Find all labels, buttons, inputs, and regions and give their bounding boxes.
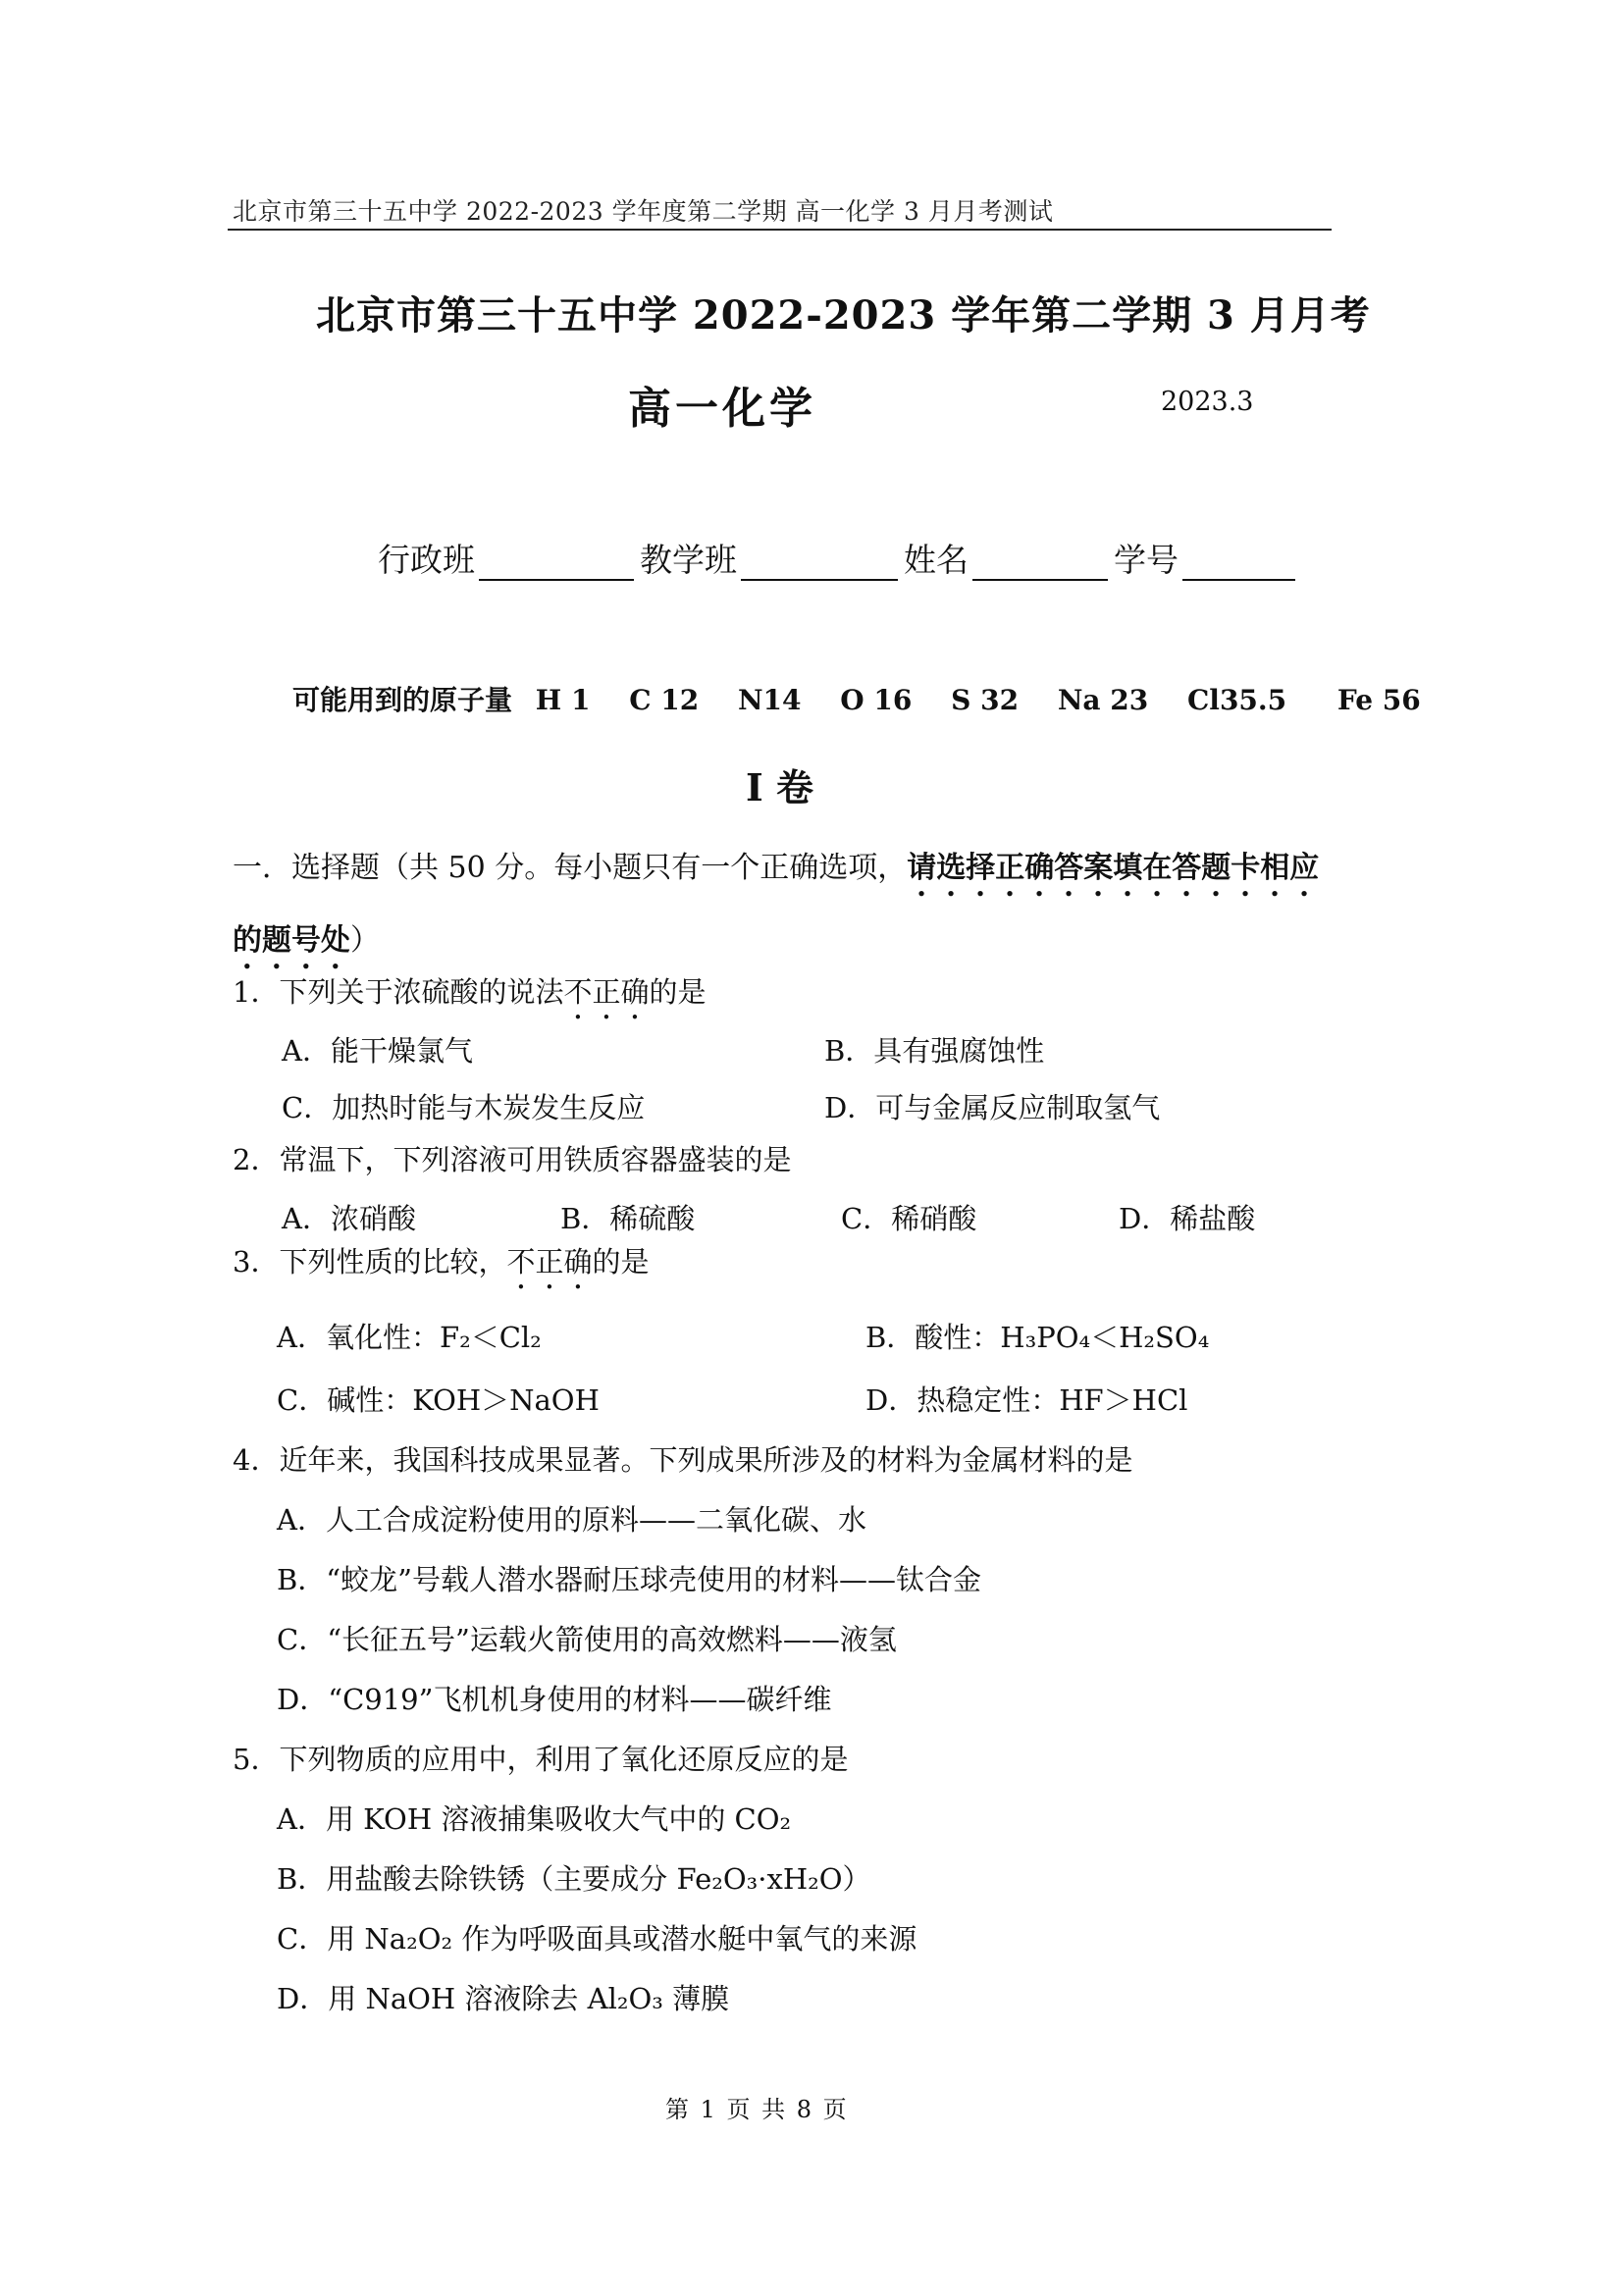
atomic-masses-label: 可能用到的原子量 bbox=[292, 684, 513, 716]
atomic-masses bbox=[292, 679, 1421, 718]
option-3d: D．热稳定性：HF＞HCl bbox=[865, 1383, 1188, 1417]
page-footer: 第 1 页 共 8 页 bbox=[665, 2096, 849, 2123]
option-4c: C．“长征五号”运载火箭使用的高效燃料——液氢 bbox=[277, 1623, 897, 1656]
exam-subject: 高一化学 bbox=[628, 384, 816, 434]
field-label-teaching-class: 教学班 bbox=[640, 541, 737, 579]
field-blank-name[interactable] bbox=[972, 544, 1108, 581]
question-3 bbox=[233, 1240, 650, 1296]
option-1c: C．加热时能与木炭发生反应 bbox=[282, 1091, 646, 1124]
option-1b: B．具有强腐蚀性 bbox=[824, 1034, 1045, 1068]
option-2a: A．浓硝酸 bbox=[282, 1202, 416, 1235]
section-instructions bbox=[233, 832, 1336, 977]
option-4a: A．人工合成淀粉使用的原料——二氧化碳、水 bbox=[277, 1503, 866, 1537]
option-5b: B．用盐酸去除铁锈（主要成分 Fe₂O₃·xH₂O） bbox=[277, 1862, 871, 1896]
option-2d: D．稀盐酸 bbox=[1119, 1202, 1256, 1235]
page-header: 北京市第三十五中学 2022-2023 学年度第二学期 高一化学 3 月月考测试 bbox=[233, 197, 1054, 226]
question-2 bbox=[233, 1138, 791, 1178]
field-blank-teaching-class[interactable] bbox=[741, 544, 898, 581]
exam-date: 2023.3 bbox=[1161, 387, 1254, 417]
question-stem-end: 的是 bbox=[649, 975, 707, 1009]
question-stem: 下列物质的应用中，利用了氧化还原反应的是 bbox=[279, 1743, 849, 1776]
atomic-mass-item: C 12 bbox=[629, 684, 700, 716]
option-3c: C．碱性：KOH＞NaOH bbox=[277, 1383, 600, 1417]
field-blank-class[interactable] bbox=[479, 544, 634, 581]
atomic-mass-item: Na 23 bbox=[1057, 684, 1149, 716]
option-2c: C．稀硝酸 bbox=[841, 1202, 977, 1235]
option-4b: B．“蛟龙”号载人潜水器耐压球壳使用的材料——钛合金 bbox=[277, 1563, 981, 1596]
option-5a: A．用 KOH 溶液捕集吸收大气中的 CO₂ bbox=[277, 1802, 792, 1836]
question-number: 4． bbox=[233, 1443, 280, 1477]
option-4d: D．“C919”飞机机身使用的材料——碳纤维 bbox=[277, 1683, 832, 1716]
option-3b: B．酸性：H₃PO₄＜H₂SO₄ bbox=[865, 1321, 1210, 1354]
atomic-mass-item: S 32 bbox=[951, 684, 1020, 716]
section-emphasis: 请选择正确答案填在答题卡相应的题号处 bbox=[233, 851, 1320, 958]
exam-title: 北京市第三十五中学 2022-2023 学年第二学期 3 月月考 bbox=[316, 292, 1371, 339]
student-info-fields bbox=[378, 535, 1301, 581]
atomic-mass-item: H 1 bbox=[535, 684, 591, 716]
field-label-name: 姓名 bbox=[904, 541, 969, 579]
atomic-mass-item: N14 bbox=[737, 684, 802, 716]
option-2b: B．稀硫酸 bbox=[560, 1202, 696, 1235]
atomic-mass-item: Cl35.5 bbox=[1187, 684, 1287, 716]
atomic-mass-item: Fe 56 bbox=[1336, 684, 1421, 716]
option-5d: D．用 NaOH 溶液除去 Al₂O₃ 薄膜 bbox=[277, 1982, 730, 2015]
option-3a: A．氧化性：F₂＜Cl₂ bbox=[277, 1321, 542, 1354]
section-close: ） bbox=[350, 923, 380, 958]
question-stem: 下列关于浓硫酸的说法 bbox=[279, 975, 564, 1009]
question-1 bbox=[233, 970, 707, 1026]
option-1a: A．能干燥氯气 bbox=[282, 1034, 473, 1068]
question-number: 2． bbox=[233, 1143, 280, 1176]
question-stem: 下列性质的比较， bbox=[279, 1245, 507, 1278]
question-number: 1． bbox=[233, 975, 280, 1009]
section-intro: 一．选择题（共 50 分。每小题只有一个正确选项， bbox=[233, 851, 908, 885]
option-1d: D．可与金属反应制取氢气 bbox=[824, 1091, 1161, 1124]
question-emphasis: 不正确 bbox=[563, 975, 650, 1009]
option-5c: C．用 Na₂O₂ 作为呼吸面具或潜水艇中氧气的来源 bbox=[277, 1922, 917, 1956]
question-stem-end: 的是 bbox=[592, 1245, 650, 1278]
field-label-class: 行政班 bbox=[378, 541, 475, 579]
header-rule bbox=[228, 229, 1332, 231]
atomic-mass-item: O 16 bbox=[840, 684, 913, 716]
question-emphasis: 不正确 bbox=[506, 1245, 593, 1278]
field-label-student-id: 学号 bbox=[1114, 541, 1179, 579]
question-stem: 常温下，下列溶液可用铁质容器盛装的是 bbox=[279, 1143, 792, 1176]
question-number: 5． bbox=[233, 1743, 280, 1776]
question-5 bbox=[233, 1738, 848, 1778]
field-blank-student-id[interactable] bbox=[1182, 544, 1295, 581]
volume-heading: I 卷 bbox=[746, 765, 814, 809]
question-4 bbox=[233, 1438, 1132, 1479]
question-stem: 近年来，我国科技成果显著。下列成果所涉及的材料为金属材料的是 bbox=[279, 1443, 1133, 1477]
question-number: 3． bbox=[233, 1245, 280, 1278]
